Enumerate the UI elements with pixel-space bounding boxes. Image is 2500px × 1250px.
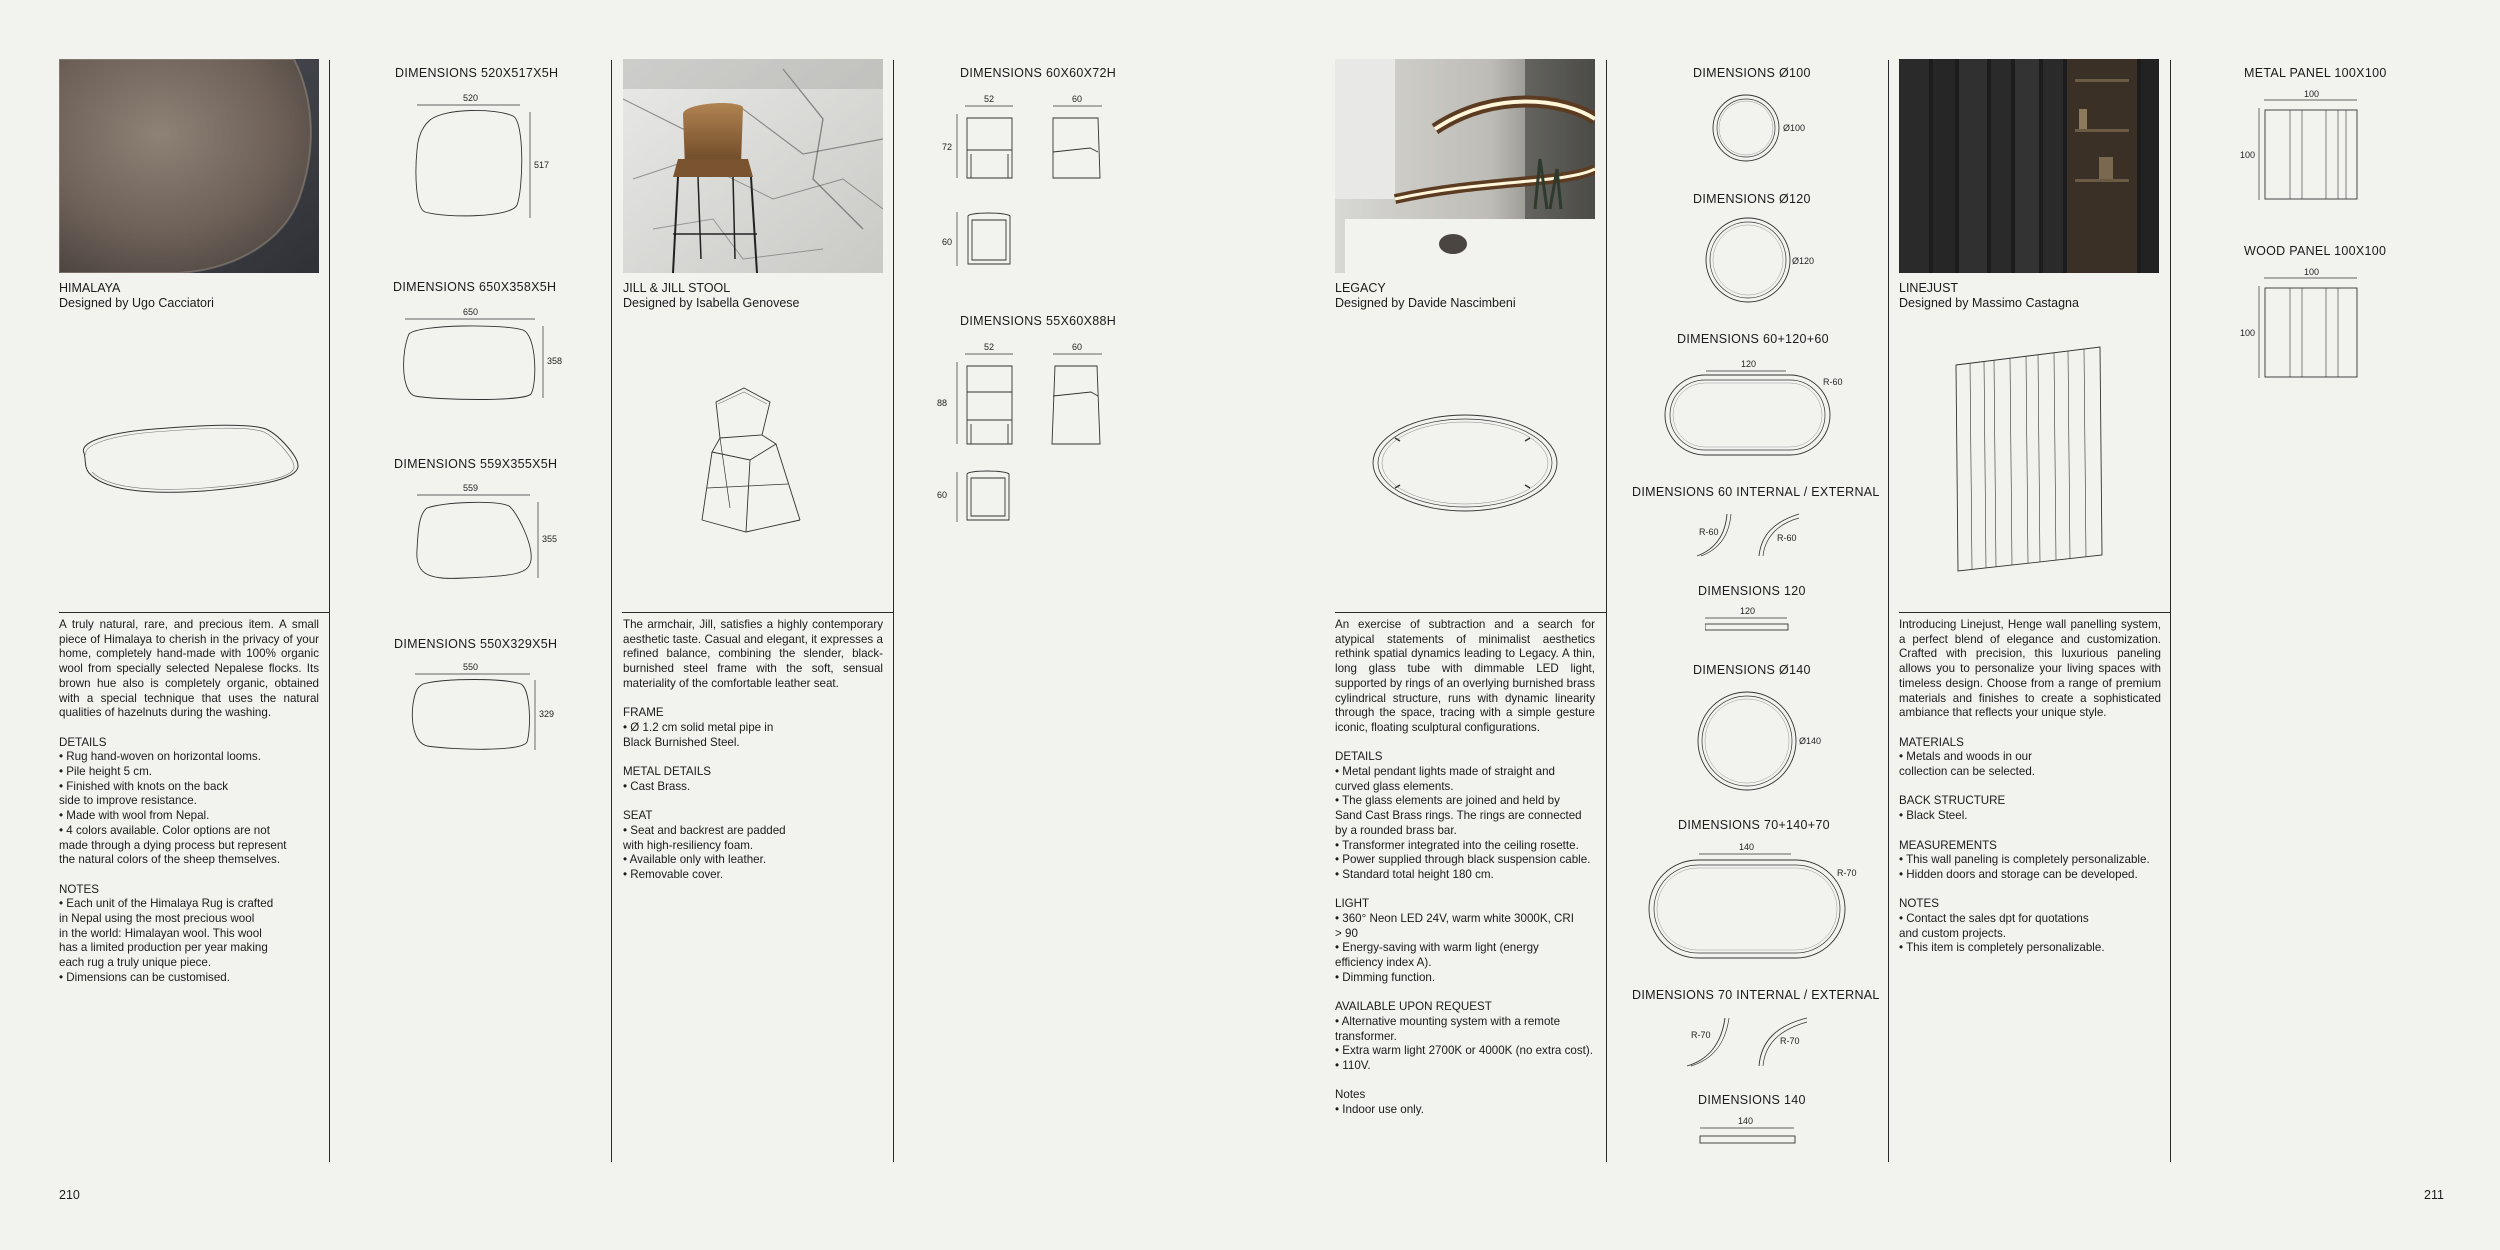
column-divider — [1888, 60, 1889, 1162]
height-label: 88 — [937, 398, 948, 408]
notes-line: in Nepal using the most precious wool — [59, 912, 255, 926]
dimension-title: METAL PANEL 100X100 — [2244, 66, 2387, 80]
length-label: 120 — [1741, 359, 1757, 369]
product-description: A truly natural, rare, and precious item. A small piece of Himalaya to cherish in the privacy of your home, completely hand-made with 100% organic wool from specially selected Nepalese flocks. Its brown hue also is completely organic, obtained with a special technique that uses the natural qualities of hazelnuts during the washing. — [59, 618, 319, 720]
notes-heading: NOTES — [59, 882, 99, 896]
himalaya-photo — [59, 59, 319, 273]
details-line: by a rounded brass bar. — [1335, 823, 1457, 837]
notes-line: • Each unit of the Himalaya Rug is crafted — [59, 897, 274, 911]
front-width-label: 52 — [984, 342, 995, 352]
materials-line: collection can be selected. — [1899, 765, 2035, 779]
designer-credit: Designed by Davide Nascimbeni — [1335, 296, 1516, 310]
legacy-pendant-drawing — [1370, 408, 1560, 518]
dimension-title: DIMENSIONS 55X60X88H — [960, 314, 1117, 328]
light-line: • 360° Neon LED 24V, warm white 3000K, CRI — [1335, 912, 1574, 926]
dimension-title: DIMENSIONS 60+120+60 — [1677, 332, 1829, 346]
notes-line: in the world: Himalayan wool. This wool — [59, 926, 262, 940]
width-label: 100 — [2304, 267, 2320, 277]
chair-dimension-drawing — [940, 92, 1120, 272]
request-line: transformer. — [1335, 1029, 1397, 1043]
dimension-title: DIMENSIONS 520X517X5H — [395, 66, 559, 80]
jill-stool-photo — [623, 59, 883, 273]
tube-dimension-drawing — [1705, 604, 1795, 634]
diameter-label: Ø100 — [1783, 123, 1806, 133]
page-number-left: 210 — [59, 1188, 80, 1202]
dimension-title: DIMENSIONS Ø100 — [1693, 66, 1811, 80]
metal-heading: METAL DETAILS — [623, 765, 712, 778]
product-name: JILL & JILL STOOL — [623, 281, 731, 295]
request-line: • Extra warm light 2700K or 4000K (no extra cost). — [1335, 1044, 1593, 1058]
himalaya-rug-drawing — [74, 415, 304, 501]
section-rule — [622, 612, 893, 613]
width-label: 520 — [463, 93, 479, 103]
width-label: 559 — [463, 483, 479, 493]
light-line: • Energy-saving with warm light (energy — [1335, 941, 1539, 955]
length-label: 140 — [1738, 1116, 1754, 1126]
product-name: LINEJUST — [1899, 281, 1959, 295]
depth-label: 60 — [937, 490, 948, 500]
height-label: 355 — [542, 534, 558, 544]
page-number-right: 211 — [2424, 1188, 2444, 1202]
details-line: side to improve resistance. — [59, 794, 197, 808]
notes-line: has a limited production per year making — [59, 941, 268, 955]
designer-credit: Designed by Massimo Castagna — [1899, 296, 2079, 310]
materials-heading: MATERIALS — [1899, 735, 1964, 749]
details-line: • 4 colors available. Color options are not — [59, 823, 270, 837]
side-width-label: 60 — [1072, 94, 1083, 104]
notes-line: • Dimensions can be customised. — [59, 970, 230, 984]
arc-dimension-drawing — [1685, 1014, 1835, 1070]
details-line: • Standard total height 180 cm. — [1335, 867, 1494, 881]
radius-label: R-60 — [1777, 533, 1797, 543]
request-heading: AVAILABLE UPON REQUEST — [1335, 1000, 1492, 1014]
details-line: • The glass elements are joined and held by — [1335, 794, 1560, 808]
seat-heading: SEAT — [623, 809, 653, 823]
column-divider — [329, 60, 330, 1162]
materials-line: • Metals and woods in our — [1899, 750, 2032, 764]
length-label: 140 — [1739, 842, 1755, 852]
diameter-label: Ø120 — [1792, 256, 1815, 266]
details-line: made through a dying process but represent — [59, 838, 287, 852]
width-label: 100 — [2304, 89, 2320, 99]
tube-dimension-drawing — [1698, 1114, 1798, 1150]
height-label: 517 — [534, 160, 550, 170]
height-label: 358 — [547, 356, 563, 366]
rug-dimension-drawing — [395, 302, 570, 407]
dimension-title: DIMENSIONS 70+140+70 — [1678, 818, 1830, 832]
diameter-label: Ø140 — [1799, 736, 1822, 746]
notes-heading: NOTES — [1899, 897, 1939, 911]
notes-line: • Indoor use only. — [1335, 1103, 1424, 1117]
column-divider — [2170, 60, 2171, 1162]
product-name: HIMALAYA — [59, 281, 121, 295]
ring-dimension-drawing — [1700, 212, 1830, 308]
dimension-title: DIMENSIONS 70 INTERNAL / EXTERNAL — [1632, 988, 1880, 1002]
details-line: • Metal pendant lights made of straight and — [1335, 765, 1555, 779]
product-description: Introducing Linejust, Henge wall panelling system, a perfect blend of elegance and customization. Crafted with precision, this luxurious paneling allows you to personalize your living spaces with timeless design. Choose from a range of premium materials and finishes to create a sophisticated ambiance that reflects your unique style. — [1899, 618, 2161, 720]
notes-list — [59, 897, 319, 985]
dimension-title: DIMENSIONS 60X60X72H — [960, 66, 1117, 80]
designer-credit: Designed by Isabella Genovese — [623, 296, 800, 310]
ring-dimension-drawing — [1705, 88, 1825, 168]
panel-dimension-drawing — [2240, 88, 2360, 203]
width-label: 650 — [463, 307, 479, 317]
frame-line: Black Burnished Steel. — [623, 735, 740, 749]
details-line: curved glass elements. — [1335, 779, 1454, 793]
section-rule — [1335, 612, 1606, 613]
notes-line: • This item is completely personalizable. — [1899, 941, 2105, 955]
light-heading: LIGHT — [1335, 897, 1370, 911]
height-label: 100 — [2240, 328, 2256, 338]
details-list — [59, 750, 319, 868]
width-label: 550 — [463, 662, 479, 672]
product-name: LEGACY — [1335, 281, 1386, 295]
radius-label: R-70 — [1691, 1030, 1711, 1040]
details-line: • Transformer integrated into the ceiling rosette. — [1335, 838, 1579, 852]
rug-dimension-drawing — [405, 660, 570, 760]
dimension-title: DIMENSIONS Ø140 — [1693, 663, 1811, 677]
arc-dimension-drawing — [1695, 510, 1835, 560]
column-divider — [1606, 60, 1607, 1162]
notes-line: and custom projects. — [1899, 926, 2006, 940]
metal-line: • Cast Brass. — [623, 779, 691, 793]
notes-line: each rug a truly unique piece. — [59, 956, 212, 970]
stadium-dimension-drawing — [1660, 355, 1850, 460]
radius-label: R-70 — [1837, 868, 1857, 878]
length-label: 120 — [1740, 606, 1756, 616]
dimension-title: DIMENSIONS 120 — [1698, 584, 1806, 598]
dimension-title: DIMENSIONS Ø120 — [1693, 192, 1811, 206]
product-description: The armchair, Jill, satisfies a highly contemporary aesthetic taste. Casual and elegant, it expresses a refined balance, combining the slender, black-burnished steel frame with the soft, sensual materiality of the comfortable leather seat. — [623, 618, 883, 690]
details-heading: DETAILS — [59, 735, 107, 749]
details-line: • Pile height 5 cm. — [59, 765, 152, 779]
product-description: An exercise of subtraction and a search for atypical statements of minimalist aesthetics rethink spatial dynamics leading to Legacy. A thin, long glass tube with dimmable LED light, supported by rings of an overlying burnished brass cylindrical structure, runs with dynamic linearity through the space, tracing with a simple gesture iconic, floating sculptural configurations. — [1335, 618, 1595, 734]
radius-label: R-60 — [1823, 377, 1843, 387]
dimension-title: DIMENSIONS 650X358X5H — [393, 280, 557, 294]
seat-line: • Seat and backrest are padded — [623, 823, 786, 837]
details-heading: DETAILS — [1335, 750, 1383, 764]
legacy-photo — [1335, 59, 1595, 273]
side-width-label: 60 — [1072, 342, 1083, 352]
rug-dimension-drawing — [405, 480, 570, 585]
light-line: efficiency index A). — [1335, 956, 1432, 970]
dimension-title: DIMENSIONS 60 INTERNAL / EXTERNAL — [1632, 485, 1880, 499]
details-line: • Rug hand-woven on horizontal looms. — [59, 750, 261, 764]
panel-dimension-drawing — [2240, 266, 2360, 381]
linejust-panel-drawing — [1950, 345, 2110, 575]
seat-line: • Removable cover. — [623, 867, 724, 881]
radius-label: R-60 — [1699, 527, 1719, 537]
details-line: • Finished with knots on the back — [59, 779, 229, 793]
designer-credit: Designed by Ugo Cacciatori — [59, 296, 214, 310]
depth-label: 60 — [942, 237, 953, 247]
details-line: • Power supplied through black suspension cable. — [1335, 853, 1591, 867]
back-structure-heading: BACK STRUCTURE — [1899, 794, 2006, 808]
details-line: • Made with wool from Nepal. — [59, 809, 210, 823]
seat-line: • Available only with leather. — [623, 853, 767, 867]
request-line: • Alternative mounting system with a remote — [1335, 1014, 1561, 1028]
request-line: • 110V. — [1335, 1059, 1371, 1073]
dimension-title: DIMENSIONS 550X329X5H — [394, 637, 558, 651]
ring-dimension-drawing — [1695, 685, 1845, 797]
radius-label: R-70 — [1780, 1036, 1800, 1046]
height-label: 329 — [539, 709, 555, 719]
dimension-title: DIMENSIONS 559X355X5H — [394, 457, 558, 471]
section-rule — [59, 612, 329, 613]
section-rule — [1899, 612, 2170, 613]
column-divider — [611, 60, 612, 1162]
front-width-label: 52 — [984, 94, 995, 104]
back-structure-line: • Black Steel. — [1899, 809, 1968, 823]
chair-dimension-drawing — [935, 340, 1115, 530]
stadium-dimension-drawing — [1645, 840, 1860, 962]
details-line: the natural colors of the sheep themselves. — [59, 853, 281, 867]
measurements-line: • This wall paneling is completely personalizable. — [1899, 853, 2150, 867]
light-line: > 90 — [1335, 926, 1358, 940]
measurements-line: • Hidden doors and storage can be developed. — [1899, 867, 2138, 881]
frame-line: • Ø 1.2 cm solid metal pipe in — [623, 720, 774, 734]
seat-line: with high-resiliency foam. — [623, 838, 754, 852]
dimension-title: WOOD PANEL 100X100 — [2244, 244, 2387, 258]
dimension-title: DIMENSIONS 140 — [1698, 1093, 1806, 1107]
linejust-photo — [1899, 59, 2159, 273]
notes-line: • Contact the sales dpt for quotations — [1899, 912, 2089, 925]
rug-dimension-drawing — [405, 90, 565, 225]
details-line: Sand Cast Brass rings. The rings are connected — [1335, 809, 1582, 823]
frame-heading: FRAME — [623, 706, 664, 720]
height-label: 100 — [2240, 150, 2256, 160]
column-divider — [893, 60, 894, 1162]
measurements-heading: MEASUREMENTS — [1899, 838, 1997, 852]
height-label: 72 — [942, 142, 953, 152]
notes-heading: Notes — [1335, 1088, 1366, 1102]
jill-stool-drawing — [690, 380, 820, 540]
light-line: • Dimming function. — [1335, 970, 1436, 984]
